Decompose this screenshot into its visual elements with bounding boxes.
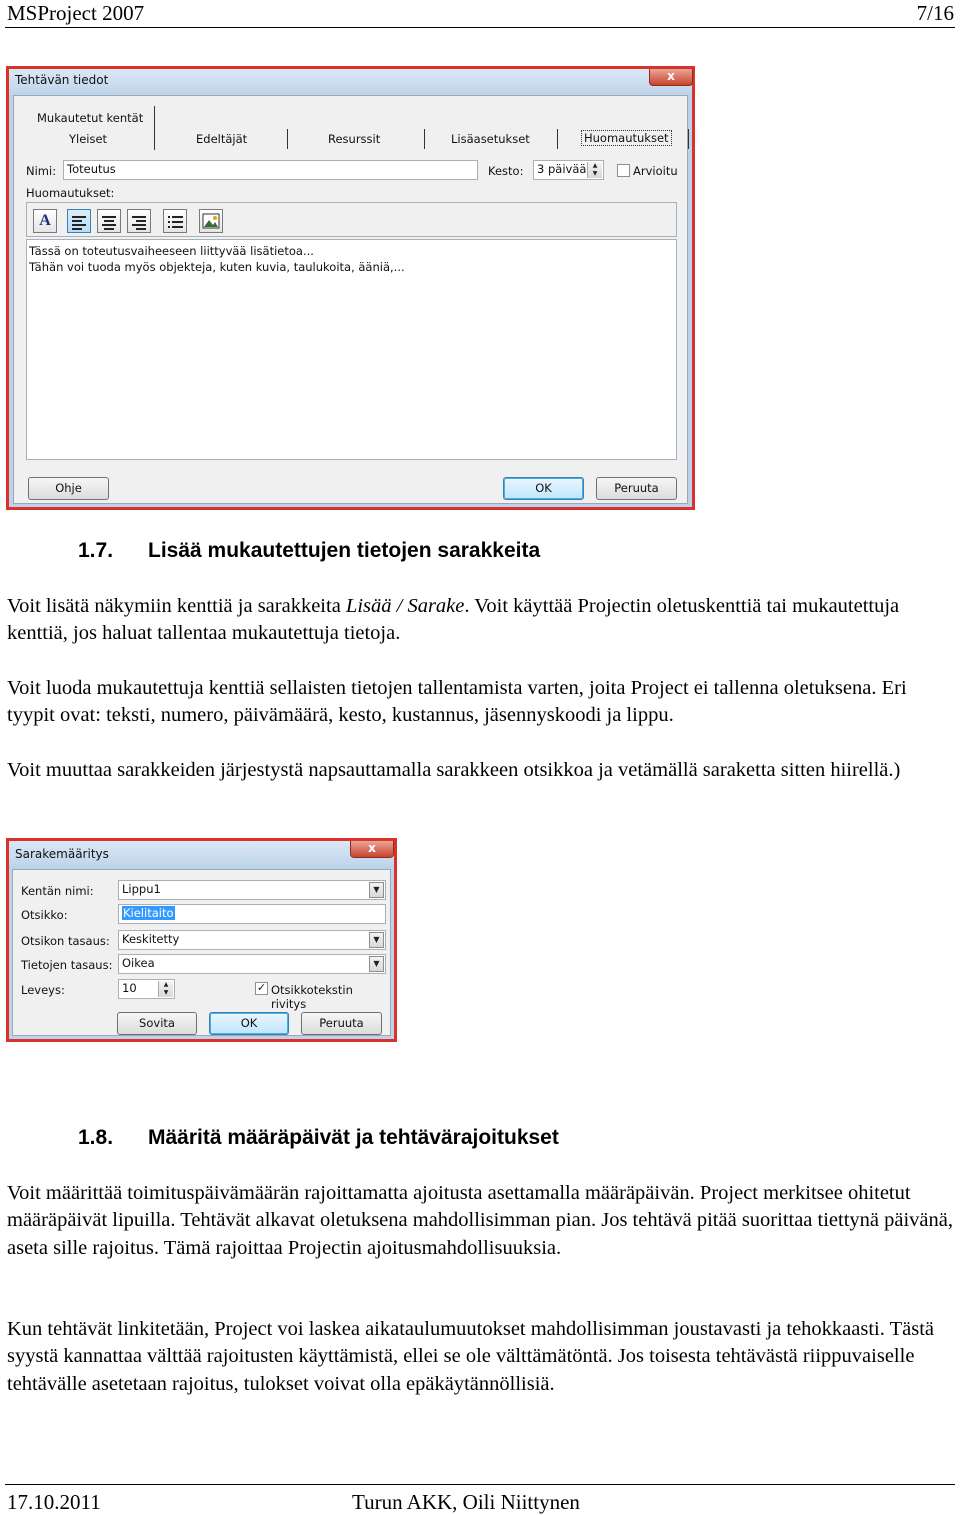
tab-resources[interactable]: Resurssit [328,132,381,146]
align-left-icon[interactable] [67,209,91,233]
paragraph: Voit luoda mukautettuja kenttiä sellaisten tietojen tallentamista varten, joita Project ei tallenna oletuksena. Eri tyypit ovat: teksti, numero, päivämäärä, kesto, kustannus, jäsennyskoodi ja lippu. [7,677,907,727]
align-right-icon[interactable] [127,209,151,233]
data-align-value: Oikea [122,956,155,970]
dropdown-arrow-icon[interactable]: ▼ [369,882,384,898]
heading-align-value: Keskitetty [122,932,180,946]
width-value: 10 [122,981,137,995]
align-center-icon[interactable] [97,209,121,233]
section-number: 1.7. [78,539,114,562]
heading-align-dropdown[interactable] [118,930,386,950]
tab-separator [557,129,558,149]
spin-arrows-icon[interactable]: ▲ ▼ [158,981,173,997]
duration-value: 3 päivää [537,162,587,176]
checkbox-icon[interactable] [617,164,630,177]
section-title: Lisää mukautettujen tietojen sarakkeita [148,539,541,562]
column-definition-dialog [6,838,397,1042]
dialog-title: Sarakemääritys [15,847,109,861]
dialog-body [13,95,688,504]
dropdown-arrow-icon[interactable]: ▼ [369,932,384,948]
width-label: Leveys: [21,983,65,997]
font-icon[interactable] [33,209,57,233]
paragraph-text: Voit lisätä näkymiin kenttiä ja sarakkeita [7,595,346,617]
paragraph: Voit määrittää toimituspäivämäärän rajoittamatta ajoitusta asettamalla määräpäivän. Project merkitsee ohitetut määräpäivät lipuilla. Tehtävät alkavat oletuksena mahdollisimman pian. Jos tehtävä pitää suorittaa tiettynä päivänä, aseta sille rajoitus. Tämä rajoittaa Projectin ajoitusmahdollisuuksia. [7,1182,954,1259]
ok-button[interactable]: OK [503,477,584,500]
field-name-dropdown[interactable] [118,880,386,900]
tab-separator [424,129,425,149]
width-field[interactable] [118,979,175,999]
cancel-button[interactable]: Peruuta [596,477,677,500]
notes-toolbar [26,202,677,237]
menu-path: Lisää / Sarake [345,595,465,617]
header-title: MSProject 2007 [7,1,145,25]
footer-author: Turun AKK, Oili Niittynen [352,1490,580,1514]
data-align-label: Tietojen tasaus: [21,958,113,972]
dialog-title: Tehtävän tiedot [15,73,109,87]
footer-divider [5,1484,955,1485]
heading-label: Otsikko: [21,908,68,922]
duration-label: Kesto: [488,164,524,178]
duration-field[interactable] [533,160,604,180]
notes-line: Tässä on toteutusvaiheeseen liittyvää lisätietoa... [29,244,314,258]
estimated-label: Arvioitu [633,164,678,178]
close-icon[interactable]: x [649,69,693,86]
section-heading [78,538,778,564]
footer-date: 17.10.2011 [7,1490,101,1514]
field-name-value: Lippu1 [122,882,161,896]
tab-general[interactable]: Yleiset [69,132,108,146]
name-field[interactable]: Toteutus [63,160,478,180]
paragraph [7,593,957,648]
tab-separator [287,129,288,149]
tab-custom-fields[interactable]: Mukautetut kentät [37,111,144,125]
checkbox-icon[interactable]: ✓ [256,982,267,994]
dropdown-arrow-icon[interactable]: ▼ [369,956,384,972]
dialog-titlebar [9,69,692,94]
spin-arrows-icon[interactable]: ▲ ▼ [587,162,602,178]
tab-advanced[interactable]: Lisäasetukset [451,132,530,146]
section-title: Määritä määräpäivät ja tehtävärajoitukset [148,1126,559,1149]
heading-align-label: Otsikon tasaus: [21,934,110,948]
field-name-label: Kentän nimi: [21,884,94,898]
bullet-list-icon[interactable] [163,209,187,233]
page-number: 7/16 [916,1,954,25]
section-number: 1.8. [78,1126,114,1149]
tab-separator [154,106,155,150]
header-divider [5,27,955,28]
task-info-dialog [6,66,695,510]
fit-button[interactable]: Sovita [117,1012,197,1035]
wrap-label: Otsikkotekstin rivitys [271,983,353,1011]
paragraph: Voit muuttaa sarakkeiden järjestystä napsauttamalla sarakkeen otsikkoa ja vetämällä saraketta sitten hiirellä.) [7,759,901,781]
heading-value: Kielitaito [123,906,174,920]
close-icon[interactable]: x [350,841,394,858]
paragraph-text: . Voit käyttää Projectin oletuskenttiä tai mukautettuja kenttiä, jos haluat tallentaa mukautettuja tietoja. [7,595,900,645]
notes-label: Huomautukset: [26,186,115,200]
paragraph: Kun tehtävät linkitetään, Project voi laskea aikataulumuutokset mahdollisimman joustavasti ja tehokkaasti. Tästä syystä kannattaa välttää rajoitusten käyttämistä, ellei se ole välttämätöntä. Jos toisesta tehtävästä riippuvaiselle tehtävälle asetetaan rajoitus, tulokset voivat olla epäkäytännöllisiä. [7,1318,935,1395]
font-button-glyph: A [39,212,51,229]
tab-notes[interactable]: Huomautukset [581,130,672,146]
notes-line: Tähän voi tuoda myös objekteja, kuten kuvia, taulukoita, ääniä,... [29,260,405,274]
ok-button[interactable]: OK [209,1012,289,1035]
tab-predecessors[interactable]: Edeltäjät [196,132,248,146]
dialog-body [12,869,391,1036]
tab-separator [688,129,689,149]
data-align-dropdown[interactable] [118,954,386,974]
name-label: Nimi: [26,164,57,178]
cancel-button[interactable]: Peruuta [301,1012,382,1035]
section-heading [78,1125,778,1151]
insert-object-icon[interactable] [199,209,223,233]
dialog-titlebar [9,841,394,866]
heading-field[interactable] [118,904,386,924]
help-button[interactable]: Ohje [28,477,109,500]
notes-textarea[interactable] [26,239,677,460]
